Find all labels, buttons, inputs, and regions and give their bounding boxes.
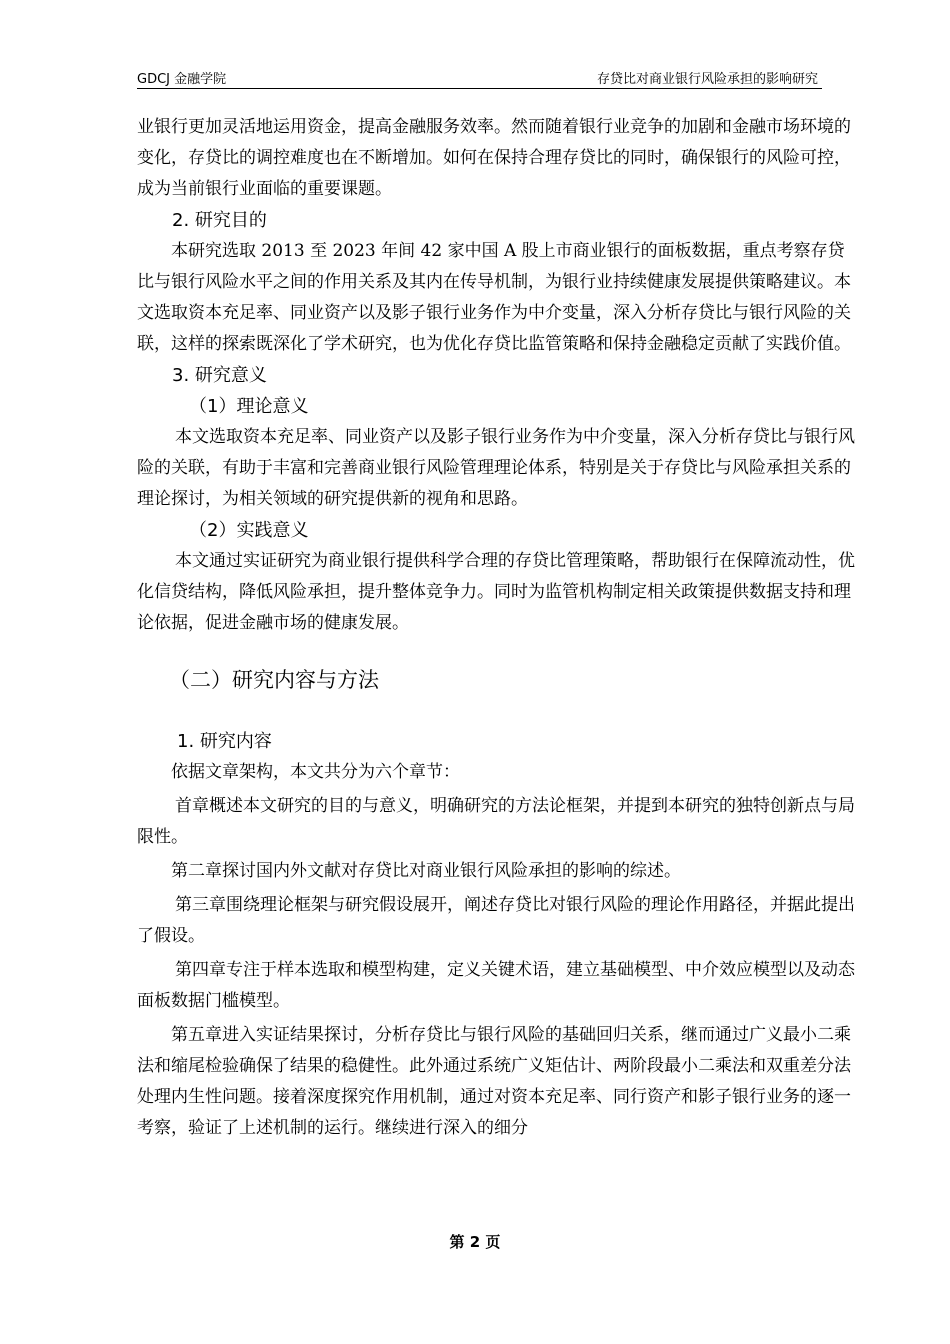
heading-research-purpose: 2. 研究目的: [172, 210, 267, 231]
paragraph-chapter-4: 第四章专注于样本选取和模型构建，定义关键术语，建立基础模型、中介效应模型以及动态面板数据门槛模型。: [137, 960, 855, 1011]
paragraph-structure: 依据文章架构，本文共分为六个章节：: [171, 762, 460, 782]
paragraph-chapter-2: 第二章探讨国内外文献对存贷比对商业银行风险承担的影响的综述。: [171, 861, 681, 881]
paragraph-chapter-1: 首章概述本文研究的目的与意义，明确研究的方法论框架，并提到本研究的独特创新点与局限性。: [137, 796, 855, 847]
paragraph-chapter-5: 第五章进入实证结果探讨，分析存贷比与银行风险的基础回归关系，继而通过广义最小二乘法和缩尾检验确保了结果的稳健性。此外通过系统广义矩估计、两阶段最小二乘法和双重差分法处理内生性问题。接着深度探究作用机制，通过对资本充足率、同行资产和影子银行业务的逐一考察，验证了上述机制的运行。继续进行深入的细分: [137, 1025, 851, 1138]
page-number: 第 2 页: [449, 1233, 501, 1251]
heading-research-significance: 3. 研究意义: [172, 365, 267, 386]
paragraph-intro-continued: 业银行更加灵活地运用资金，提高金融服务效率。然而随着银行业竞争的加剧和金融市场环境的变化，存贷比的调控难度也在不断增加。如何在保持合理存贷比的同时，确保银行的风险可控，成为当前银行业面临的重要课题。: [137, 117, 851, 199]
header-title: 存贷比对商业银行风险承担的影响研究: [596, 72, 818, 87]
paragraph-research-purpose: 本研究选取 2013 至 2023 年间 42 家中国 A 股上市商业银行的面板数据，重点考察存贷比与银行风险水平之间的作用关系及其内在传导机制，为银行业持续健康发展提供策略建议。本文选取资本充足率、同业资产以及影子银行业务作为中介变量，深入分析存贷比与银行风险的关联，这样的探索既深化了学术研究，也为优化存贷比监管策略和保持金融稳定贡献了实践价值。: [137, 241, 851, 354]
heading-theory-significance: （1）理论意义: [189, 396, 309, 417]
heading-section-content-methods: （二）研究内容与方法: [169, 668, 379, 692]
header-school: GDCJ 金融学院: [137, 72, 227, 87]
paragraph-theory-significance: 本文选取资本充足率、同业资产以及影子银行业务作为中介变量，深入分析存贷比与银行风险的关联，有助于丰富和完善商业银行风险管理理论体系，特别是关于存贷比与风险承担关系的理论探讨，为相关领域的研究提供新的视角和思路。: [137, 427, 855, 509]
page-header: [137, 66, 822, 89]
heading-practice-significance: （2）实践意义: [189, 520, 309, 541]
page-body: [137, 112, 861, 1144]
paragraph-chapter-3: 第三章围绕理论框架与研究假设展开，阐述存贷比对银行风险的理论作用路径，并据此提出了假设。: [137, 895, 855, 946]
heading-research-content: 1. 研究内容: [177, 731, 272, 752]
paragraph-practice-significance: 本文通过实证研究为商业银行提供科学合理的存贷比管理策略，帮助银行在保障流动性，优化信贷结构，降低风险承担，提升整体竞争力。同时为监管机构制定相关政策提供数据支持和理论依据，促进金融市场的健康发展。: [137, 551, 855, 633]
